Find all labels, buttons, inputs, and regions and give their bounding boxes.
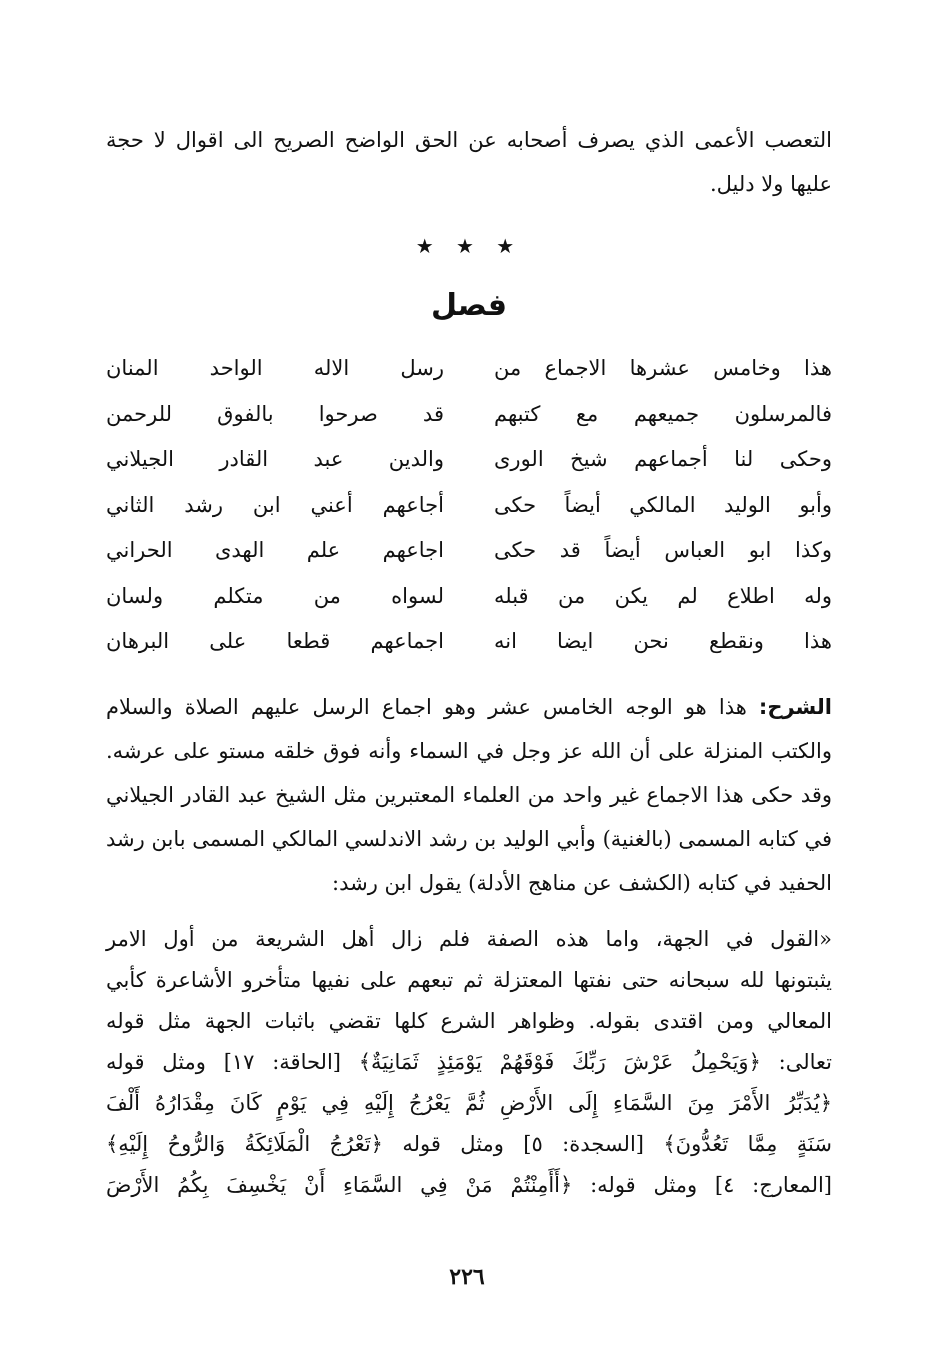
- verse-second-hemistich: اجاعهم علم الهدى الحراني: [106, 538, 444, 562]
- page-body: [106, 118, 832, 1206]
- quote-line: ﴿يُدَبِّرُ الأَمْرَ مِنَ السَّمَاءِ إِلَى الأَرْضِ ثُمَّ يَعْرُجُ إِلَيْهِ فِي يَوْمٍ كَانَ مِقْدَارُهُ أَلْفَ: [106, 1090, 832, 1115]
- page-number: ٢٢٦: [449, 1264, 485, 1290]
- verse-second-hemistich: رسل الاله الواحد المنان: [106, 356, 444, 380]
- verse-first-hemistich: وأبو الوليد المالكي أيضاً حكى: [494, 492, 832, 517]
- verse-first-hemistich: فالمرسلون جميعهم مع كتبهم: [494, 401, 832, 426]
- quote-line: المعالي ومن اقتدى بقوله. وظواهر الشرع كلها تقضي باثبات الجهة مثل قوله: [106, 1008, 832, 1033]
- poem: [106, 346, 832, 665]
- verse-second-hemistich: لسواه من متكلم ولسان: [106, 583, 444, 608]
- section-heading: فصل: [431, 288, 507, 323]
- quotation-block: [106, 919, 832, 1206]
- quote-line: [المعارج: ٤] ومثل قوله: ﴿أَأَمِنْتُمْ مَنْ فِي السَّمَاءِ أَنْ يَخْسِفَ بِكُمُ الأَرْضَ: [106, 1172, 832, 1197]
- quote-line: «القول في الجهة، واما هذه الصفة فلم زال أهل الشريعة من أول الامر: [106, 926, 832, 951]
- commentary-label: الشرح:: [758, 694, 832, 719]
- quote-line: سَنَةٍ مِمَّا تَعُدُّونَ﴾ [السجدة: ٥] ومثل قوله ﴿تَعْرُجُ الْمَلَائِكَةُ وَالرُّوحُ إِلَيْهِ﴾: [106, 1131, 832, 1156]
- quote-line: يثبتونها لله سبحانه حتى نفتها المعتزلة ثم تبعهم على نفيها متأخرو الأشاعرة كأبي: [106, 967, 832, 992]
- quote-line: تعالى: ﴿وَيَحْمِلُ عَرْشَ رَبِّكَ فَوْقَهُمْ يَوْمَئِذٍ ثَمَانِيَةٌ﴾ [الحاقة: ١٧] ومثل قوله: [106, 1049, 832, 1074]
- verse-first-hemistich: وكذا ابو العباس أيضاً قد حكى: [494, 538, 832, 562]
- commentary-paragraph: [106, 685, 832, 905]
- verse-second-hemistich: أجاعهم أعني ابن رشد الثاني: [106, 492, 444, 517]
- verse-first-hemistich: وله اطلاع لم يكن من قبله: [494, 583, 832, 608]
- verse-first-hemistich: وحكى لنا أجماعهم شيخ الورى: [494, 447, 832, 471]
- verse-second-hemistich: قد صرحوا بالفوق للرحمن: [106, 401, 444, 426]
- intro-paragraph: التعصب الأعمى الذي يصرف أصحابه عن الحق الواضح الصريح الى اقوال لا حجة عليها ولا دليل.: [106, 128, 832, 196]
- verse-first-hemistich: هذا وخامس عشرها الاجماع من: [494, 356, 832, 380]
- verse-second-hemistich: اجماعهم قطعا على البرهان: [106, 629, 444, 653]
- verse-second-hemistich: والدين عبد القادر الجيلاني: [106, 447, 444, 471]
- verse-first-hemistich: هذا ونقطع نحن ايضا انه: [494, 629, 832, 653]
- commentary-text: هذا هو الوجه الخامس عشر وهو اجماع الرسل عليهم الصلاة والسلام والكتب المنزلة على أن الله عز وجل في السماء وأنه فوق خلقه مستو على عرشه. وقد حكى هذا الاجماع غير واحد من العلماء المعتبرين مثل الشيخ عبد القادر الجيلاني في كتابه المسمى (بالغنية) وأبي الوليد بن رشد الاندلسي المالكي المسمى بابن رشد الحفيد في كتابه (الكشف عن مناهج الأدلة) يقول ابن رشد:: [106, 694, 832, 895]
- section-separator: ★ ★ ★: [415, 234, 523, 258]
